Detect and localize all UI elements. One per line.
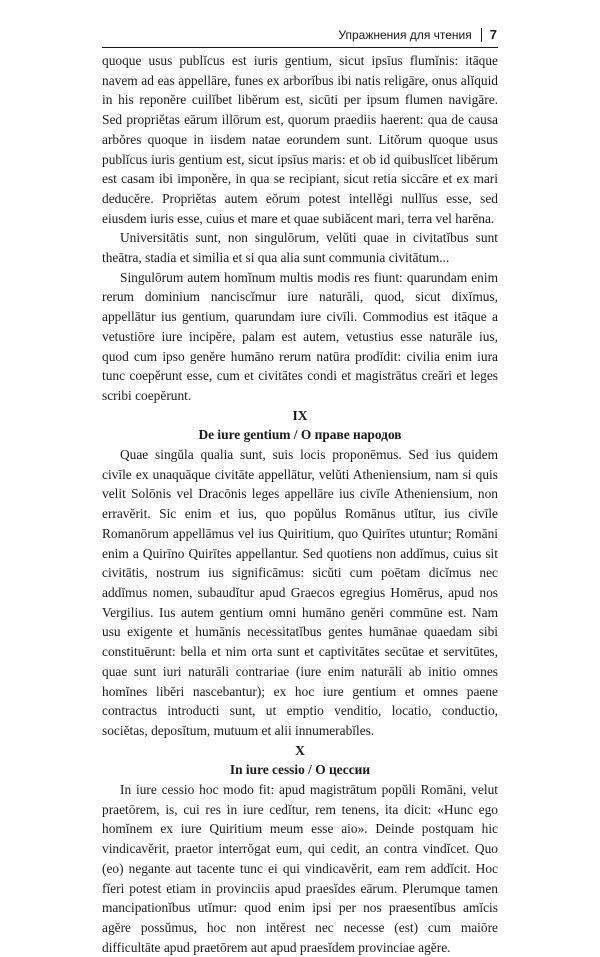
paragraph: Singulōrum autem homĭnum multis modis res fiunt: quarundam enim rerum dominium nanciscĭmur iure naturāli, quod, sicut dixĭmus, appellātur ius gentium, quarundam iure civīli. Commodius est itāque a vetustiōre iure incipĕre, palam est autem, vetustius esse naturāle ius, quod cum ipso genĕre humāno rerum natūra prodĭdit: civilia enim iura tunc coepĕrunt esse, cum et civitātes condi et magistrātus creāri et leges scribi coepĕrunt. bbox=[102, 269, 498, 403]
running-head bbox=[338, 27, 497, 42]
paragraph: In iure cessio hoc modo fit: apud magistrātum popŭli Romāni, velut praetōrem, is, cui res in iure cedĭtur, rem tenens, ita dicit: «Hunc ego homĭnem ex iure Quiritium meum esse aio». Deinde postquam hic vindicavĕrit, praetor interrŏgat eum, qui cedit, an contra vindĭcet. Quo (eo) negante aut tacente tunc ei qui vindicavĕrit, eam rem addĭcit. Hoc fĭeri potest etiam in provinciis apud praesĭdes eārum. Plerumque tamen mancipationĭbus utĭmur: quod enim ipsi per nos praesentĭbus amĭcis agĕre possŭmus, hoc non intĕrest nec necesse (est) cum maiōre difficultāte apud praetōrem aut apud praesĭdem provinciae agĕre. bbox=[102, 782, 498, 955]
header-rule bbox=[102, 47, 498, 48]
paragraph-continued: quoque usus publĭcus est iuris gentium, sicut ipsīus flumĭnis: itāque navem ad eas appellāre, funes ex arborĭbus ibi natis religāre, onus alĭquid in his reponĕre cuilĭbet libĕrum est, sicūti per ipsum flumen navigāre. Sed propriĕtas eārum illōrum est, quorum praediis haerent: qua de causa arbŏres quoque in iisdem natae eorundem sunt. Litŏrum quoque usus publĭcus iuris gentium est, sicut ipsīus maris: et ob id quibuslĭcet libĕrum est casam ibi imponĕre, in qua se recipiant, sicut retia siccāre et ex mari deducĕre. Propriĕtas autem eŏrum potest intellĕgi nullĭus esse, sed eiusdem iuris esse, cuius et mare et quae subiăcent mari, terra vel harēna. bbox=[102, 53, 498, 226]
page-number: 7 bbox=[489, 27, 497, 42]
section-x-title: In iure cessio / О цессии bbox=[229, 762, 371, 778]
paragraph: Universitātis sunt, non singulōrum, velŭti quae in civitatĭbus sunt theātra, stadia et similia et si qua alia sunt communia civitātum... bbox=[102, 230, 498, 266]
section-ix-title: De iure gentium / О праве народов bbox=[198, 427, 402, 443]
section-x-number: X bbox=[295, 742, 305, 758]
running-head-title: Упражнения для чтения bbox=[338, 28, 472, 42]
page-body bbox=[102, 51, 498, 957]
paragraph: Quae singŭla qualia sunt, suis locis proponēmus. Sed ius quidem civīle ex unaquāque civitāte appellātur, velŭti Atheniensium, nam si quis velit Solōnis vel Dracōnis leges appellāre ius civīle Atheniensium, non erravĕrit. Sic enim et ius, quo popŭlus Romānus utĭtur, ius civīle Romanōrum appellāmus vel ius Quiritium, quo Quirītes utuntur; Romāni enim a Quirīno Quirītes appellantur. Sed quotiens non addĭmus, cuius sit civitātis, nostrum ius significāmus: sicŭti cum poētam dicĭmus nec addĭmus nomen, subaudĭtur apud Graecos egregius Homērus, apud nos Vergilius. Ius autem gentium omni humāno genĕri commūne est. Nam usu exigente et humānis necessitatĭbus gentes humānae quaedam sibi constituērunt: bella et nim orta sunt et captivitātes secūtae et servitūtes, quae sunt iuri naturāli contrariae (iure enim naturāli ab initio omnes homĭnes libĕri nascebantur); ex hoc iure gentium et omnes paene contractus introducti sunt, ut emptio venditio, locatio, conductio, sociĕtas, deposĭtum, mutuum et alii innumerabĭles. bbox=[102, 447, 498, 738]
running-head-separator bbox=[481, 28, 482, 42]
section-ix-number: IX bbox=[292, 407, 308, 423]
